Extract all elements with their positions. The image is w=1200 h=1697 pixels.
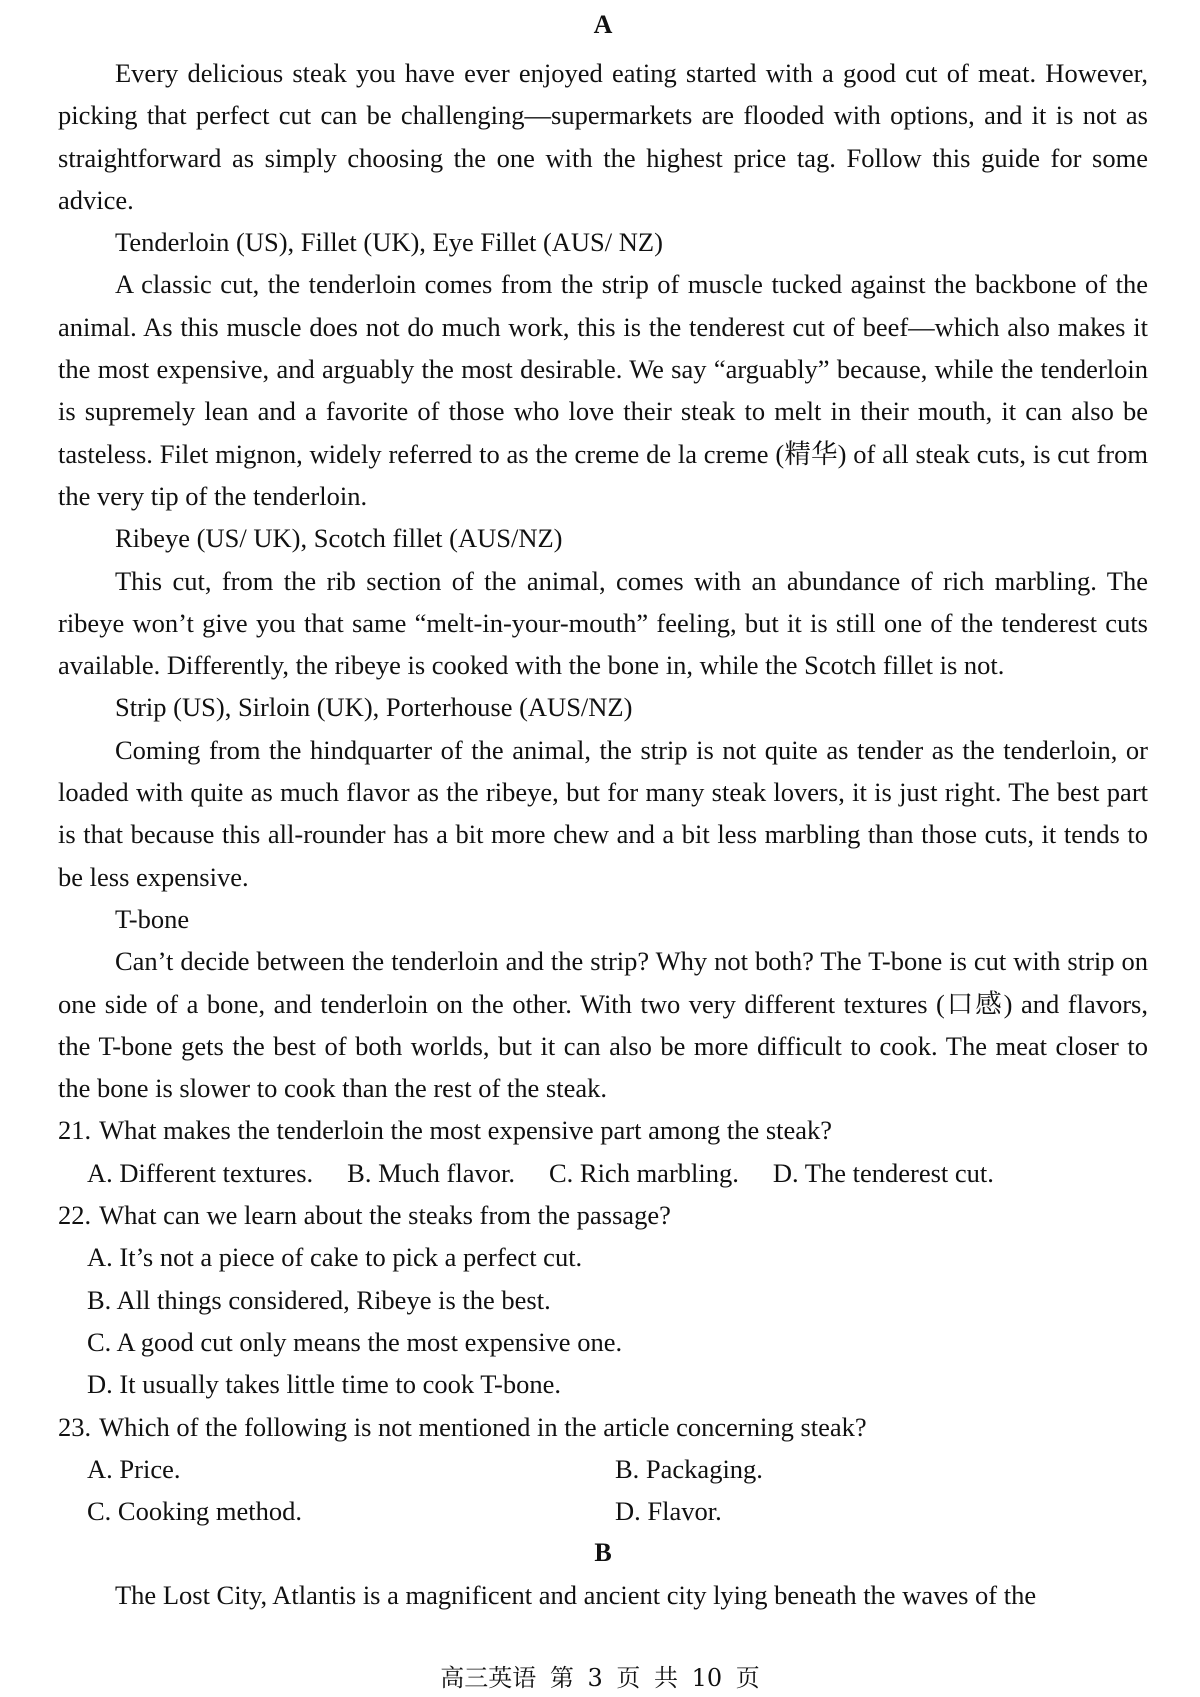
option-c[interactable]: C. Rich marbling. (548, 1157, 739, 1188)
section-b-heading: B (594, 1538, 612, 1568)
cut-text-tbone: Can’t decide between the tenderloin and the strip? Why not both? The T-bone is cut with strip on one side of a bone, and tenderloin on the other. With two very different textures (口感) and flavors, the T-bone gets the best of both worlds, but it can also be more difficult to cook. The meat closer to the bone is slower to cook than the rest of the steak. (58, 946, 1148, 1104)
options-grid (58, 1448, 1148, 1533)
option-a[interactable]: A. Different textures. (87, 1157, 314, 1188)
option-d[interactable]: D. It usually takes little time to cook T-bone. (87, 1369, 561, 1400)
option-c[interactable]: C. Cooking method. (87, 1496, 302, 1527)
question-text: Which of the following is not mentioned in the article concerning steak? (99, 1411, 867, 1442)
section-a-heading: A (593, 10, 613, 39)
question-text: What makes the tenderloin the most expensive part among the steak? (99, 1115, 833, 1146)
question-text: What can we learn about the steaks from the passage? (99, 1200, 671, 1231)
question-stem (58, 1109, 1148, 1151)
cut-heading-ribeye: Ribeye (US/ UK), Scotch fillet (AUS/NZ) (115, 523, 563, 554)
cut-heading-strip: Strip (US), Sirloin (UK), Porterhouse (AUS/NZ) (115, 692, 633, 723)
question-number: 23. (58, 1411, 92, 1442)
page-footer: 高三英语 第 3 页 共 10 页 (440, 1664, 760, 1692)
cut-heading-tbone: T-bone (115, 903, 190, 934)
options-row (58, 1152, 1148, 1194)
option-d[interactable]: D. Flavor. (615, 1496, 722, 1527)
option-a[interactable]: A. It’s not a piece of cake to pick a perfect cut. (87, 1242, 583, 1273)
cut-text-strip: Coming from the hindquarter of the animal, the strip is not quite as tender as the tenderloin, or loaded with quite as much flavor as the ribeye, but for many steak lovers, it is just right. The best part is that because this all-rounder has a bit more chew and a bit less marbling than those cuts, it tends to be less expensive. (58, 734, 1148, 892)
cut-text-tenderloin: A classic cut, the tenderloin comes from the strip of muscle tucked against the backbone of the animal. As this muscle does not do much work, this is the tenderest cut of beef—which also makes it the most expensive, and arguably the most desirable. We say “arguably” because, while the tenderloin is supremely lean and a favorite of those who love their steak to melt in their mouth, it can also be tasteless. Filet mignon, widely referred to as the creme de la creme (精华) of all steak cuts, is cut from the very tip of the tenderloin. (58, 269, 1148, 511)
question-stem (58, 1194, 1148, 1236)
question-23 (58, 1406, 1148, 1533)
question-22 (58, 1194, 1148, 1405)
question-21 (58, 1109, 1148, 1194)
question-number: 22. (58, 1200, 92, 1231)
exam-page (58, 0, 1148, 1617)
option-d[interactable]: D. The tenderest cut. (772, 1157, 994, 1188)
option-a[interactable]: A. Price. (87, 1453, 181, 1484)
section-b-text: The Lost City, Atlantis is a magnificent and ancient city lying beneath the waves of the (115, 1580, 1037, 1611)
cut-heading-tenderloin: Tenderloin (US), Fillet (UK), Eye Fillet (AUS/ NZ) (115, 227, 663, 258)
question-number: 21. (58, 1115, 92, 1146)
option-b[interactable]: B. Much flavor. (347, 1157, 515, 1188)
option-b[interactable]: B. Packaging. (615, 1453, 763, 1484)
option-c[interactable]: C. A good cut only means the most expensive one. (87, 1326, 623, 1357)
section-a-intro: Every delicious steak you have ever enjoyed eating started with a good cut of meat. However, picking that perfect cut can be challenging—supermarkets are flooded with options, and it is not as straightforward as simply choosing the one with the highest price tag. Follow this guide for some advice. (58, 58, 1148, 215)
question-stem (58, 1406, 1148, 1448)
cut-text-ribeye: This cut, from the rib section of the animal, comes with an abundance of rich marbling. The ribeye won’t give you that same “melt-in-your-mouth” feeling, but it is still one of the tenderest cuts available. Differently, the ribeye is cooked with the bone in, while the Scotch fillet is not. (58, 565, 1148, 681)
option-b[interactable]: B. All things considered, Ribeye is the best. (87, 1284, 551, 1315)
